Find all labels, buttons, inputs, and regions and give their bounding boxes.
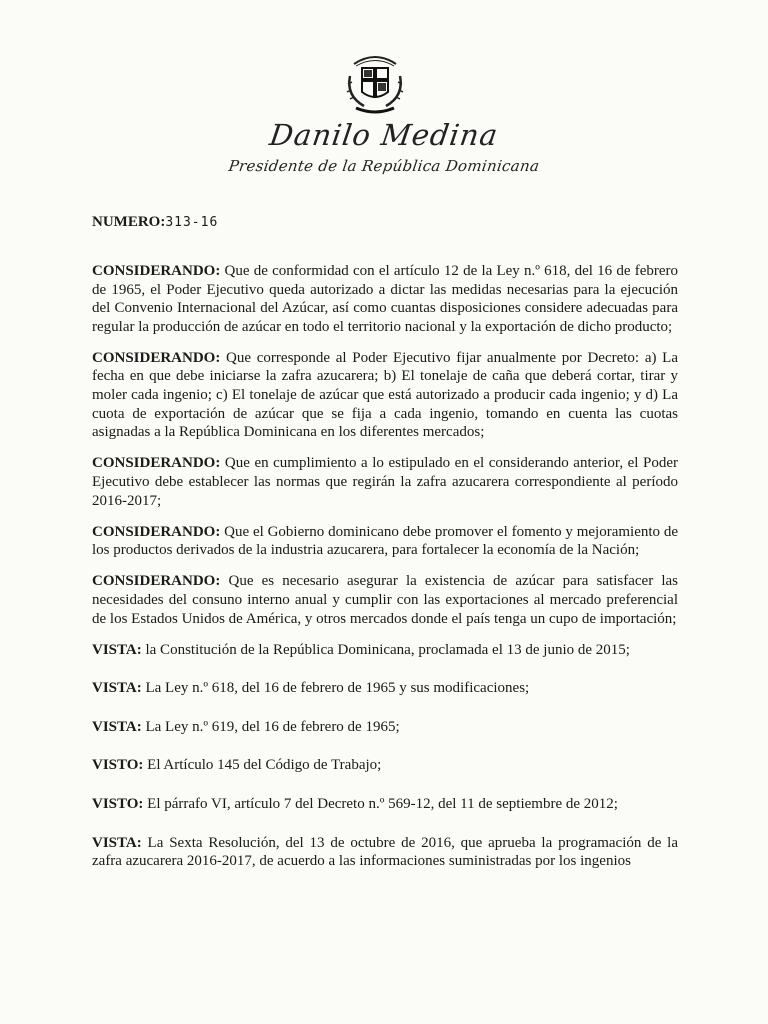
- paragraph-heading: VISTA:: [92, 834, 142, 851]
- president-name: Danilo Medina: [267, 118, 501, 152]
- decree-number-value: 313-16: [165, 215, 219, 230]
- president-title: Presidente de la República Dominicana: [227, 157, 541, 175]
- paragraph: [92, 454, 678, 510]
- paragraph: [92, 795, 678, 814]
- paragraph: [92, 834, 678, 871]
- paragraph-heading: CONSIDERANDO:: [92, 263, 221, 279]
- paragraph-heading: CONSIDERANDO:: [92, 573, 221, 590]
- decree-number: [92, 214, 218, 231]
- decree-number-label: NUMERO:: [92, 214, 166, 230]
- paragraph-text: La Ley n.º 619, del 16 de febrero de 1965;: [141, 718, 400, 735]
- paragraph-heading: VISTA:: [92, 680, 142, 697]
- paragraph-text: La Ley n.º 618, del 16 de febrero de 1965 y sus modificaciones;: [141, 680, 530, 697]
- paragraph: [92, 523, 678, 560]
- paragraph-text: Que es necesario asegurar la existencia de azúcar para satisfacer las necesidades del consuno interno anual y cumplir con las exportaciones al mercado preferencial de los Estados Unidos de América, y otros mercados donde el país tenga un cupo de importación;: [92, 573, 678, 627]
- paragraph: [92, 718, 678, 737]
- paragraph: [92, 349, 678, 442]
- paragraph-heading: VISTO:: [92, 757, 144, 774]
- paragraph: [92, 679, 678, 698]
- paragraph-heading: VISTA:: [92, 641, 142, 658]
- paragraph-text: La Sexta Resolución, del 13 de octubre de 2016, que aprueba la programación de la zafra azucarera 2016-2017, de acuerdo a las informaciones suministradas por los ingenios: [92, 834, 678, 870]
- paragraph-text: El Artículo 145 del Código de Trabajo;: [143, 757, 382, 774]
- paragraph-text: Que el Gobierno dominicano debe promover el fomento y mejoramiento de los productos derivados de la industria azucarera, para fortalecer la economía de la Nación;: [92, 523, 678, 559]
- paragraph-text: Que de conformidad con el artículo 12 de la Ley n.º 618, del 16 de febrero de 1965, el Poder Ejecutivo queda autorizado a dictar las medidas necesarias para la ejecución del Convenio Internacional del Azúcar, así como cuantas disposiciones considere adecuadas para regular la producción de azúcar en todo el territorio nacional y la exportación de dicho producto;: [92, 263, 678, 335]
- paragraph-heading: VISTO:: [92, 795, 144, 812]
- paragraph: [92, 641, 678, 660]
- coat-of-arms-seal: [344, 52, 406, 118]
- paragraph-heading: CONSIDERANDO:: [92, 523, 221, 540]
- paragraph-text: Que corresponde al Poder Ejecutivo fijar anualmente por Decreto: a) La fecha en que debe iniciarse la zafra azucarera; b) El tonelaje de caña que deberá cortar, tirar y moler cada ingenio; c) El tonelaje de azúcar que está autorizado a producir cada ingenio; y d) La cuota de exportación de azúcar que se fija a cada ingenio, tomando en cuenta las cuotas asignadas a la República Dominicana en los diferentes mercados;: [92, 349, 678, 441]
- paragraph: [92, 756, 678, 775]
- paragraph-heading: VISTA:: [92, 718, 142, 735]
- paragraph: [92, 572, 678, 628]
- decree-body: [92, 262, 678, 883]
- paragraph-heading: CONSIDERANDO:: [92, 455, 221, 472]
- paragraph: [92, 262, 678, 336]
- paragraph-heading: CONSIDERANDO:: [92, 349, 221, 366]
- paragraph-text: El párrafo VI, artículo 7 del Decreto n.º 569-12, del 11 de septiembre de 2012;: [143, 795, 618, 812]
- paragraph-text: la Constitución de la República Dominicana, proclamada el 13 de junio de 2015;: [141, 641, 630, 658]
- paragraph-text: Que en cumplimiento a lo estipulado en el considerando anterior, el Poder Ejecutivo debe establecer las normas que regirán la zafra azucarera correspondiente al período 2016-2017;: [92, 455, 678, 509]
